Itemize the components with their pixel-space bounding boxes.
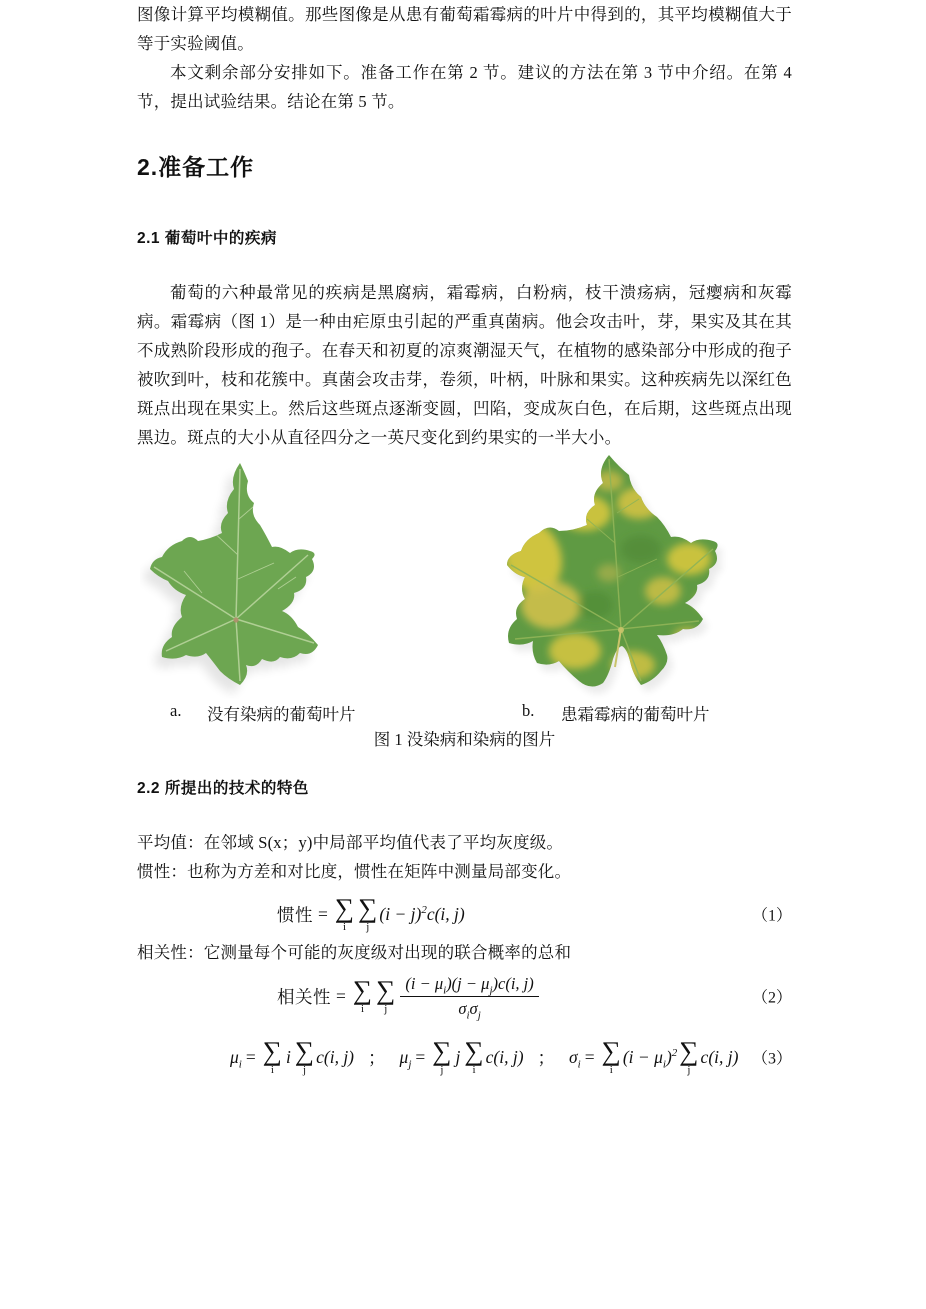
eq1-equals: = xyxy=(318,903,328,924)
eq3-sigma-i-lhs: $\sigma_i$ xyxy=(569,1046,581,1070)
sum-over-j: ∑ j xyxy=(376,974,396,1015)
eq3-c-term-2: c(i, j) xyxy=(485,1046,524,1067)
sum-over-i: ∑ i xyxy=(601,1035,621,1076)
section-2-2-heading: 2.2 所提出的技术的特色 xyxy=(137,780,309,797)
sum-over-j: ∑ j xyxy=(679,1035,699,1076)
subcaption-a-marker: a. xyxy=(170,701,182,720)
downy-mildew-grape-leaf-photo xyxy=(491,453,749,699)
figure-1-caption: 图 1 没染病和染病的图片 xyxy=(373,730,556,749)
leaf-blade xyxy=(150,463,318,685)
paragraph-outline: 本文剩余部分安排如下。准备工作在第 2 节。建议的方法在第 3 节中介绍。在第 4 节，提出试验结果。结论在第 5 节。 xyxy=(137,63,792,111)
eq3-separator-2: ； xyxy=(537,1047,556,1068)
subcaption-row xyxy=(137,701,792,725)
eq1-term2: c(i, j) xyxy=(426,903,465,924)
healthy-grape-leaf-photo xyxy=(140,459,372,699)
eq3-var-i: i xyxy=(285,1046,291,1067)
feature-definitions xyxy=(137,828,792,886)
eq2-equals: = xyxy=(336,985,346,1006)
figure-1 xyxy=(137,453,792,699)
subcaption-b-marker: b. xyxy=(522,701,535,720)
sum-over-i: ∑ i xyxy=(352,974,373,1015)
eq3-equals-1: = xyxy=(245,1046,256,1067)
subcaption-b-text: 患霜霉病的葡萄叶片 xyxy=(561,705,710,724)
eq3-number: （3） xyxy=(751,1050,792,1068)
section-2-heading: 2.准备工作 xyxy=(137,154,255,180)
eq3-squared-term: $(i - \mu_i)^2$ xyxy=(622,1046,678,1070)
petiole-junction xyxy=(618,627,624,633)
eq3-mu-i-lhs: $\mu_i$ xyxy=(230,1046,242,1070)
petiole-junction xyxy=(233,617,238,622)
diseased-leaf-graphic xyxy=(491,453,749,699)
page-content xyxy=(137,0,792,1079)
paragraph-diseases: 葡萄的六种最常见的疾病是黑腐病，霜霉病，白粉病，枝干溃疡病，冠瘿病和灰霉病。霜霉病（图 1）是一种由疟原虫引起的严重真菌病。他会攻击叶，芽，果实及其在其不成熟阶段形成的孢子。在春天和初夏的凉爽潮湿天气，在植物的感染部分中形成的孢子被吹到叶，枝和花簇中。真菌会攻击芽，卷须，叶柄，叶脉和果实。这种疾病先以深红色斑点出现在果实上。然后这些斑点逐渐变圆，凹陷，变成灰白色，在后期，这些斑点出现黑边。斑点的大小从直径四分之一英尺变化到约果实的一半大小。 xyxy=(137,283,792,447)
eq3-equals-2: = xyxy=(415,1046,426,1067)
section-2-1-heading: 2.1 葡萄叶中的疾病 xyxy=(137,230,277,247)
eq2-fraction: $\frac{(i - \mu_i)(j - \mu_j)c(i, j)}{\sigma_i\sigma_j}$ xyxy=(400,974,538,1019)
sum-over-i: ∑ i xyxy=(262,1035,282,1076)
eq1-term: $(i - j)^2$ xyxy=(379,903,427,924)
eq3-equals-3: = xyxy=(584,1046,595,1067)
sum-over-j: ∑ j xyxy=(358,892,378,933)
subcaption-a-text: 没有染病的葡萄叶片 xyxy=(207,705,356,724)
healthy-leaf-graphic xyxy=(140,459,372,699)
sum-over-i: ∑ i xyxy=(334,892,355,933)
equation-1-inertia xyxy=(137,890,792,938)
eq1-number: （1） xyxy=(751,907,792,925)
definition-correlation: 相关性：它测量每个可能的灰度级对出现的联合概率的总和 xyxy=(137,943,572,962)
sum-over-j: ∑ j xyxy=(294,1035,315,1076)
eq3-mu-j-lhs: $\mu_j$ xyxy=(399,1046,412,1070)
eq3-c-term-3: c(i, j) xyxy=(700,1046,739,1067)
eq3-separator-1: ； xyxy=(368,1047,386,1068)
definition-inertia: 惯性：也称为方差和对比度，惯性在矩阵中测量局部变化。 xyxy=(137,862,572,881)
eq2-number: （2） xyxy=(751,989,792,1007)
eq3-var-j: j xyxy=(455,1046,461,1067)
sum-over-i: ∑ i xyxy=(464,1035,484,1076)
eq3-c-term-1: c(i, j) xyxy=(316,1046,355,1067)
sum-over-j: ∑ j xyxy=(432,1035,452,1076)
eq2-lhs: 相关性 xyxy=(277,986,331,1007)
eq1-lhs: 惯性 xyxy=(277,904,313,925)
definition-mean: 平均值：在邻域 S(x；y)中局部平均值代表了平均灰度级。 xyxy=(137,833,564,852)
equation-3-mu-sigma xyxy=(137,1035,792,1079)
paragraph-blur-threshold: 图像计算平均模糊值。那些图像是从患有葡萄霜霉病的叶片中得到的，其平均模糊值大于等于实验阈值。 xyxy=(137,5,792,53)
equation-2-correlation xyxy=(137,969,792,1023)
